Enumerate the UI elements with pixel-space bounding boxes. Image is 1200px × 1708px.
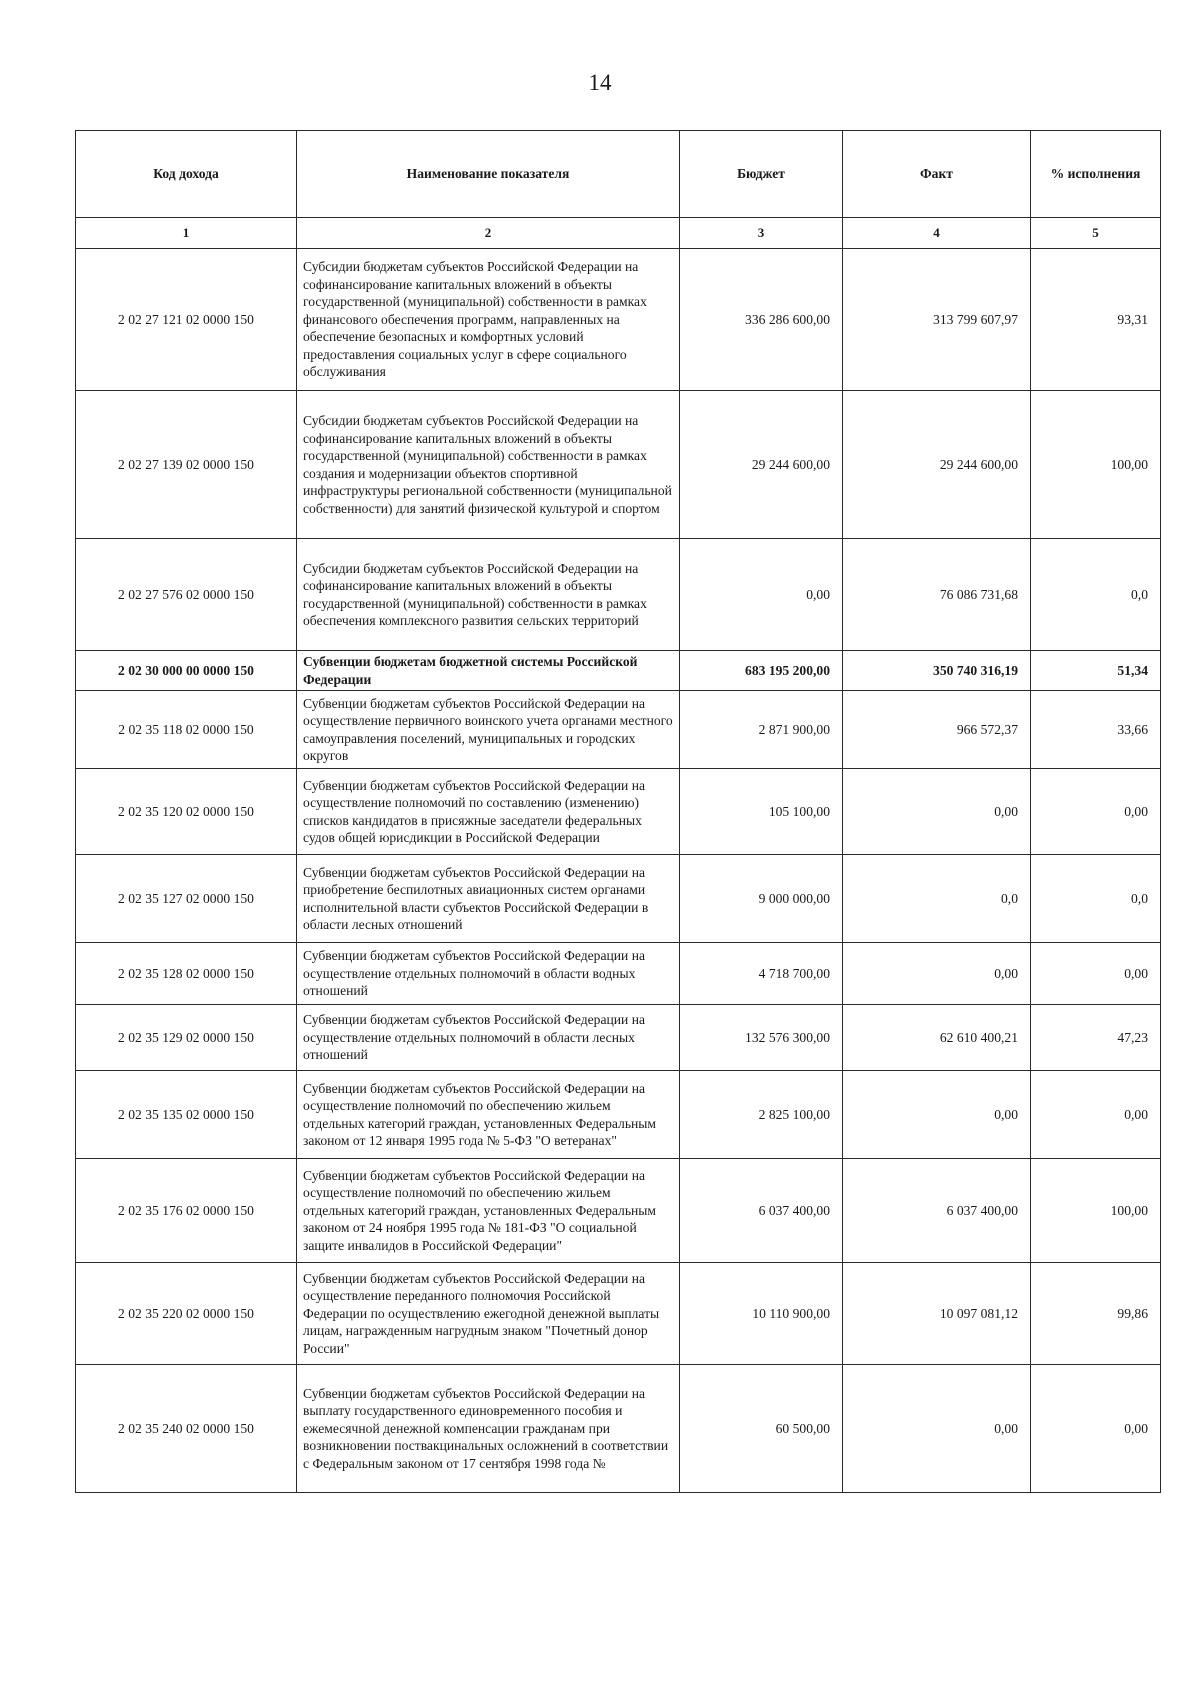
indicator-name-cell: Субсидии бюджетам субъектов Российской Федерации на софинансирование капитальных вложений в объекты государственной (муниципальной) собственности в рамках финансового обеспечения программ, направленных на обеспечение безопасных и комфортных условий предоставления социальных услуг в сфере социального обслуживания bbox=[297, 249, 680, 391]
indicator-name-cell: Субвенции бюджетам субъектов Российской Федерации на осуществление переданного полномочия Российской Федерации по осуществлению ежегодной денежной выплаты лицам, награжденным нагрудным знаком "Почетный донор России" bbox=[297, 1263, 680, 1365]
percent-cell: 0,00 bbox=[1031, 1365, 1161, 1493]
income-code-cell: 2 02 35 135 02 0000 150 bbox=[76, 1071, 297, 1159]
header-percent: % исполнения bbox=[1031, 131, 1161, 218]
table-body bbox=[76, 249, 1161, 1493]
income-code-cell: 2 02 27 139 02 0000 150 bbox=[76, 391, 297, 539]
fact-cell: 0,00 bbox=[843, 1071, 1031, 1159]
fact-cell: 10 097 081,12 bbox=[843, 1263, 1031, 1365]
budget-cell: 2 871 900,00 bbox=[680, 691, 843, 769]
table-row bbox=[76, 769, 1161, 855]
income-code-cell: 2 02 27 121 02 0000 150 bbox=[76, 249, 297, 391]
budget-cell: 0,00 bbox=[680, 539, 843, 651]
percent-cell: 51,34 bbox=[1031, 651, 1161, 691]
fact-cell: 29 244 600,00 bbox=[843, 391, 1031, 539]
table-row bbox=[76, 539, 1161, 651]
percent-cell: 99,86 bbox=[1031, 1263, 1161, 1365]
budget-cell: 60 500,00 bbox=[680, 1365, 843, 1493]
indicator-name-cell: Субвенции бюджетам субъектов Российской Федерации на осуществление отдельных полномочий в области лесных отношений bbox=[297, 1005, 680, 1071]
budget-cell: 2 825 100,00 bbox=[680, 1071, 843, 1159]
budget-cell: 6 037 400,00 bbox=[680, 1159, 843, 1263]
percent-cell: 47,23 bbox=[1031, 1005, 1161, 1071]
percent-cell: 0,00 bbox=[1031, 943, 1161, 1005]
percent-cell: 33,66 bbox=[1031, 691, 1161, 769]
budget-cell: 132 576 300,00 bbox=[680, 1005, 843, 1071]
table-row bbox=[76, 691, 1161, 769]
income-code-cell: 2 02 35 128 02 0000 150 bbox=[76, 943, 297, 1005]
budget-cell: 9 000 000,00 bbox=[680, 855, 843, 943]
budget-cell: 105 100,00 bbox=[680, 769, 843, 855]
column-number: 5 bbox=[1031, 218, 1161, 249]
income-code-cell: 2 02 35 120 02 0000 150 bbox=[76, 769, 297, 855]
income-code-cell: 2 02 27 576 02 0000 150 bbox=[76, 539, 297, 651]
table-row bbox=[76, 651, 1161, 691]
percent-cell: 100,00 bbox=[1031, 1159, 1161, 1263]
indicator-name-cell: Субвенции бюджетам субъектов Российской Федерации на выплату государственного единовременного пособия и ежемесячной денежной компенсации гражданам при возникновении поствакцинальных осложнений в соответствии с Федеральным законом от 17 сентября 1998 года № bbox=[297, 1365, 680, 1493]
page-number: 14 bbox=[588, 70, 612, 95]
indicator-name-cell: Субсидии бюджетам субъектов Российской Федерации на софинансирование капитальных вложений в объекты государственной (муниципальной) собственности в рамках обеспечения комплексного развития сельских территорий bbox=[297, 539, 680, 651]
fact-cell: 62 610 400,21 bbox=[843, 1005, 1031, 1071]
fact-cell: 350 740 316,19 bbox=[843, 651, 1031, 691]
table-row bbox=[76, 943, 1161, 1005]
table-row bbox=[76, 1071, 1161, 1159]
header-fact: Факт bbox=[843, 131, 1031, 218]
header-code: Код дохода bbox=[76, 131, 297, 218]
fact-cell: 966 572,37 bbox=[843, 691, 1031, 769]
indicator-name-cell: Субвенции бюджетам субъектов Российской Федерации на осуществление отдельных полномочий в области водных отношений bbox=[297, 943, 680, 1005]
table-header-row bbox=[76, 131, 1161, 218]
header-name: Наименование показателя bbox=[297, 131, 680, 218]
fact-cell: 313 799 607,97 bbox=[843, 249, 1031, 391]
column-number: 2 bbox=[297, 218, 680, 249]
percent-cell: 0,00 bbox=[1031, 769, 1161, 855]
indicator-name-cell: Субвенции бюджетам субъектов Российской Федерации на приобретение беспилотных авиационных систем органами исполнительной власти субъектов Российской Федерации в области лесных отношений bbox=[297, 855, 680, 943]
table-row bbox=[76, 1005, 1161, 1071]
revenue-table bbox=[75, 130, 1161, 1493]
indicator-name-cell: Субвенции бюджетам субъектов Российской Федерации на осуществление первичного воинского учета органами местного самоуправления поселений, муниципальных и городских округов bbox=[297, 691, 680, 769]
indicator-name-cell: Субсидии бюджетам субъектов Российской Федерации на софинансирование капитальных вложений в объекты государственной (муниципальной) собственности в рамках создания и модернизации объектов спортивной инфраструктуры региональной собственности (муниципальной собственности) для занятий физической культурой и спортом bbox=[297, 391, 680, 539]
fact-cell: 0,00 bbox=[843, 1365, 1031, 1493]
column-number: 4 bbox=[843, 218, 1031, 249]
column-number: 3 bbox=[680, 218, 843, 249]
income-code-cell: 2 02 35 240 02 0000 150 bbox=[76, 1365, 297, 1493]
percent-cell: 0,00 bbox=[1031, 1071, 1161, 1159]
column-number-row bbox=[76, 218, 1161, 249]
table-row bbox=[76, 391, 1161, 539]
indicator-name-cell: Субвенции бюджетам субъектов Российской Федерации на осуществление полномочий по обеспечению жильем отдельных категорий граждан, установленных Федеральным законом от 12 января 1995 года № 5-ФЗ "О ветеранах" bbox=[297, 1071, 680, 1159]
percent-cell: 100,00 bbox=[1031, 391, 1161, 539]
column-number: 1 bbox=[76, 218, 297, 249]
budget-cell: 4 718 700,00 bbox=[680, 943, 843, 1005]
fact-cell: 0,00 bbox=[843, 769, 1031, 855]
table-row bbox=[76, 855, 1161, 943]
indicator-name-cell: Субвенции бюджетам бюджетной системы Российской Федерации bbox=[297, 651, 680, 691]
budget-cell: 336 286 600,00 bbox=[680, 249, 843, 391]
table-row bbox=[76, 1159, 1161, 1263]
budget-cell: 29 244 600,00 bbox=[680, 391, 843, 539]
indicator-name-cell: Субвенции бюджетам субъектов Российской Федерации на осуществление полномочий по составлению (изменению) списков кандидатов в присяжные заседатели федеральных судов общей юрисдикции в Российской Федерации bbox=[297, 769, 680, 855]
fact-cell: 0,00 bbox=[843, 943, 1031, 1005]
income-code-cell: 2 02 35 118 02 0000 150 bbox=[76, 691, 297, 769]
table-row bbox=[76, 1365, 1161, 1493]
table-row bbox=[76, 1263, 1161, 1365]
budget-cell: 683 195 200,00 bbox=[680, 651, 843, 691]
income-code-cell: 2 02 35 220 02 0000 150 bbox=[76, 1263, 297, 1365]
fact-cell: 0,0 bbox=[843, 855, 1031, 943]
header-budget: Бюджет bbox=[680, 131, 843, 218]
budget-cell: 10 110 900,00 bbox=[680, 1263, 843, 1365]
income-code-cell: 2 02 30 000 00 0000 150 bbox=[76, 651, 297, 691]
percent-cell: 0,0 bbox=[1031, 539, 1161, 651]
fact-cell: 76 086 731,68 bbox=[843, 539, 1031, 651]
income-code-cell: 2 02 35 176 02 0000 150 bbox=[76, 1159, 297, 1263]
indicator-name-cell: Субвенции бюджетам субъектов Российской Федерации на осуществление полномочий по обеспечению жильем отдельных категорий граждан, установленных Федеральным законом от 24 ноября 1995 года № 181-ФЗ "О социальной защите инвалидов в Российской Федерации" bbox=[297, 1159, 680, 1263]
percent-cell: 93,31 bbox=[1031, 249, 1161, 391]
income-code-cell: 2 02 35 129 02 0000 150 bbox=[76, 1005, 297, 1071]
income-code-cell: 2 02 35 127 02 0000 150 bbox=[76, 855, 297, 943]
percent-cell: 0,0 bbox=[1031, 855, 1161, 943]
table-row bbox=[76, 249, 1161, 391]
fact-cell: 6 037 400,00 bbox=[843, 1159, 1031, 1263]
